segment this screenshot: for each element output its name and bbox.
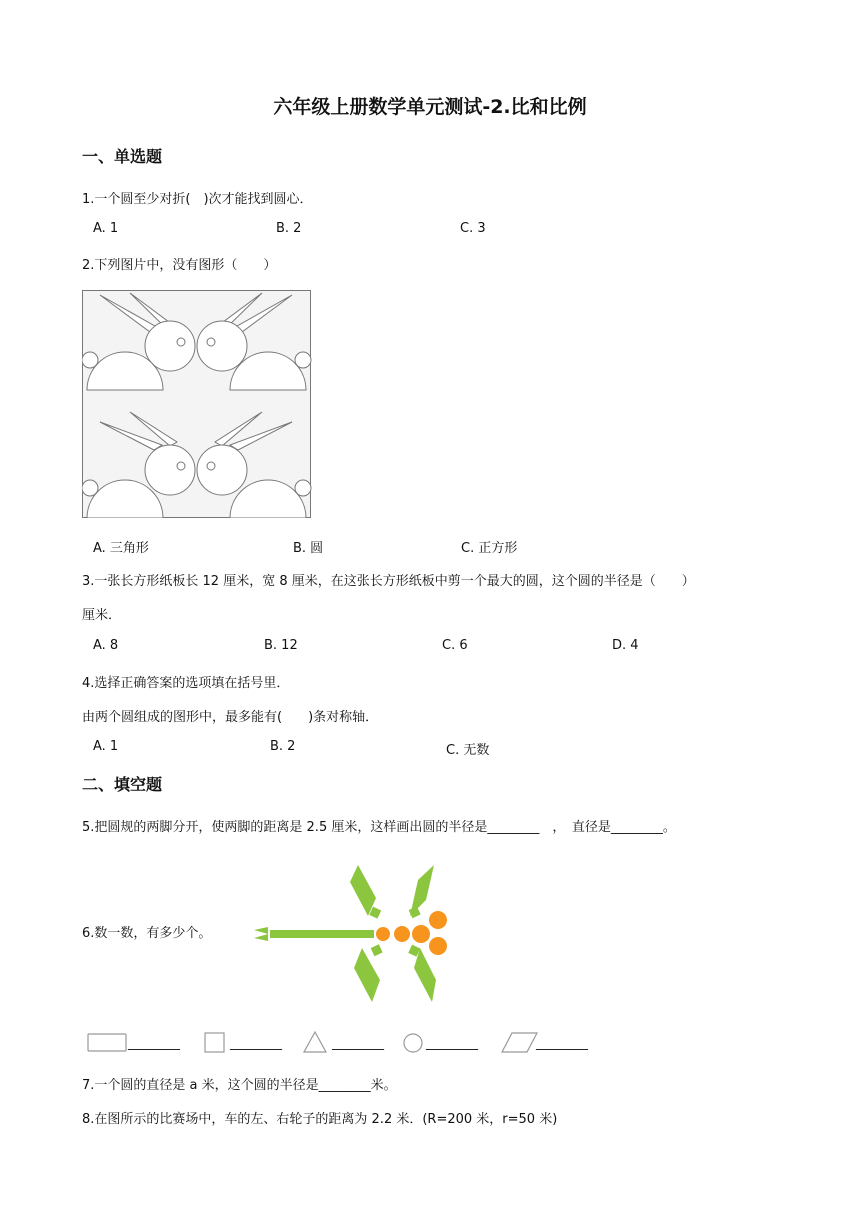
- q2-option-a[interactable]: A. 三角形: [93, 541, 149, 556]
- question-5: 5.把圆规的两脚分开，使两脚的距离是 2.5 厘米，这样画出圆的半径是________ ， 直径是________。: [82, 820, 676, 835]
- question-8: 8.在图所示的比赛场中，车的左、右轮子的距离为 2.2 米．(R=200 米，r=50 米): [82, 1112, 558, 1127]
- q1-option-a[interactable]: A. 1: [93, 221, 119, 236]
- q6-blank-rectangle[interactable]: ________: [128, 1036, 180, 1051]
- q2-option-b[interactable]: B. 圆: [293, 541, 324, 556]
- question-7: 7.一个圆的直径是 a 米，这个圆的半径是________米。: [82, 1078, 397, 1093]
- question-3-line-1: 3.一张长方形纸板长 12 厘米，宽 8 厘米，在这张长方形纸板中剪一个最大的圆，这个圆的半径是（ ）: [82, 574, 695, 589]
- q3-option-d[interactable]: D. 4: [612, 638, 639, 653]
- q2-option-c[interactable]: C. 正方形: [461, 541, 518, 556]
- q3-option-b[interactable]: B. 12: [264, 638, 298, 653]
- section-heading-single-choice: 一、单选题: [82, 147, 163, 166]
- q6-blank-square[interactable]: ________: [230, 1036, 282, 1051]
- dragonfly-shapes-figure: [250, 860, 460, 1005]
- q4-option-c[interactable]: C. 无数: [446, 743, 490, 758]
- q6-blank-triangle[interactable]: ________: [332, 1036, 384, 1051]
- question-4-line-2: 由两个圆组成的图形中，最多能有( )条对称轴．: [82, 710, 379, 725]
- q3-option-c[interactable]: C. 6: [442, 638, 468, 653]
- q4-option-b[interactable]: B. 2: [270, 739, 296, 754]
- question-4-line-1: 4.选择正确答案的选项填在括号里．: [82, 676, 290, 691]
- question-6: 6.数一数，有多少个。: [82, 926, 212, 941]
- question-2: 2.下列图片中，没有图形（ ）: [82, 258, 277, 273]
- q3-option-a[interactable]: A. 8: [93, 638, 119, 653]
- rabbit-shapes-figure: [82, 290, 312, 518]
- q1-option-b[interactable]: B. 2: [276, 221, 302, 236]
- q1-option-c[interactable]: C. 3: [460, 221, 486, 236]
- section-heading-fill-blank: 二、填空题: [82, 775, 163, 794]
- q6-blank-parallelogram[interactable]: ________: [536, 1036, 588, 1051]
- question-1: 1.一个圆至少对折( )次才能找到圆心．: [82, 192, 313, 207]
- q6-blank-circle[interactable]: ________: [426, 1036, 478, 1051]
- q4-option-a[interactable]: A. 1: [93, 739, 119, 754]
- page-title: 六年级上册数学单元测试-2.比和比例: [273, 96, 587, 118]
- question-3-line-2: 厘米．: [82, 608, 122, 623]
